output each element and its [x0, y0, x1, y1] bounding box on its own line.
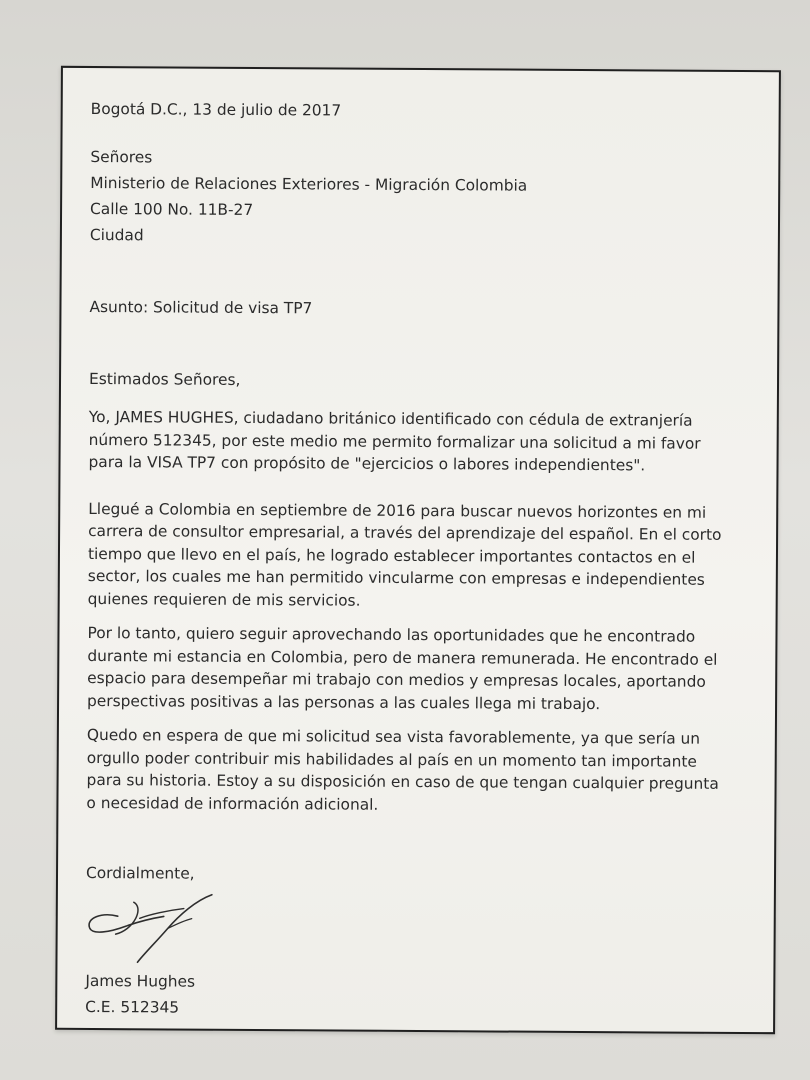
signer-block [85, 968, 751, 1024]
letter-subject: Asunto: Solicitud de visa TP7 [89, 297, 313, 318]
letter-page [55, 66, 781, 1034]
paragraph [87, 622, 754, 716]
addressee-line: Señores [90, 147, 153, 167]
addressee-block [90, 144, 757, 252]
paragraph [88, 497, 755, 614]
letter-greeting: Estimados Señores, [88, 369, 241, 389]
addressee-line: Ministerio de Relaciones Exteriores - Migración Colombia [90, 173, 528, 195]
paragraph [88, 406, 754, 478]
paragraph-line: durante mi estancia en Colombia, pero de manera remunerada. He encontrado el [87, 646, 718, 669]
paragraph-line: para su historia. Estoy a su disposición en caso de que tengan cualquier pregunta [86, 770, 719, 793]
signer-name: James Hughes [85, 971, 196, 991]
paragraph-line: Quedo en espera de que mi solicitud sea vista favorablemente, ya que sería un [86, 725, 701, 748]
letter-date: Bogotá D.C., 13 de julio de 2017 [90, 99, 342, 120]
paragraph-line: Yo, JAMES HUGHES, ciudadano británico identificado con cédula de extranjería [88, 407, 693, 430]
paragraph-line: quienes requieren de mis servicios. [87, 589, 361, 610]
signer-id: C.E. 512345 [85, 997, 180, 1017]
paragraph-line: Llegué a Colombia en septiembre de 2016 para buscar nuevos horizontes en mi [88, 499, 707, 522]
paragraph-line: Por lo tanto, quiero seguir aprovechando las oportunidades que he encontrado [87, 623, 696, 646]
letter-body [85, 96, 757, 1024]
paragraph-line: orgullo poder contribuir mis habilidades al país en un momento tan importante [86, 748, 697, 771]
paragraph-line: o necesidad de información adicional. [86, 793, 379, 814]
paragraph-line: carrera de consultor empresarial, a través del aprendizaje del español. En el corto [88, 521, 722, 544]
paragraph-line: tiempo que llevo en el país, he logrado establecer importantes contactos en el [87, 544, 696, 567]
addressee-line: Calle 100 No. 11B-27 [90, 199, 254, 219]
paragraph-line: número 512345, por este medio me permito formalizar una solicitud a mi favor [88, 430, 701, 453]
paragraph-line: espacio para desempeñar mi trabajo con medios y empresas locales, aportando [87, 668, 706, 691]
paragraph-line: para la VISA TP7 con propósito de "ejercicios o labores independientes". [88, 452, 646, 475]
addressee-line: Ciudad [89, 225, 144, 245]
paragraph-line: perspectivas positivas a las personas a las cuales llega mi trabajo. [87, 691, 601, 713]
handwritten-signature [79, 888, 229, 967]
paragraph-line: sector, los cuales me han permitido vincularme con empresas e independientes [87, 566, 705, 589]
letter-closing: Cordialmente, [85, 863, 195, 883]
paragraph [86, 724, 753, 818]
